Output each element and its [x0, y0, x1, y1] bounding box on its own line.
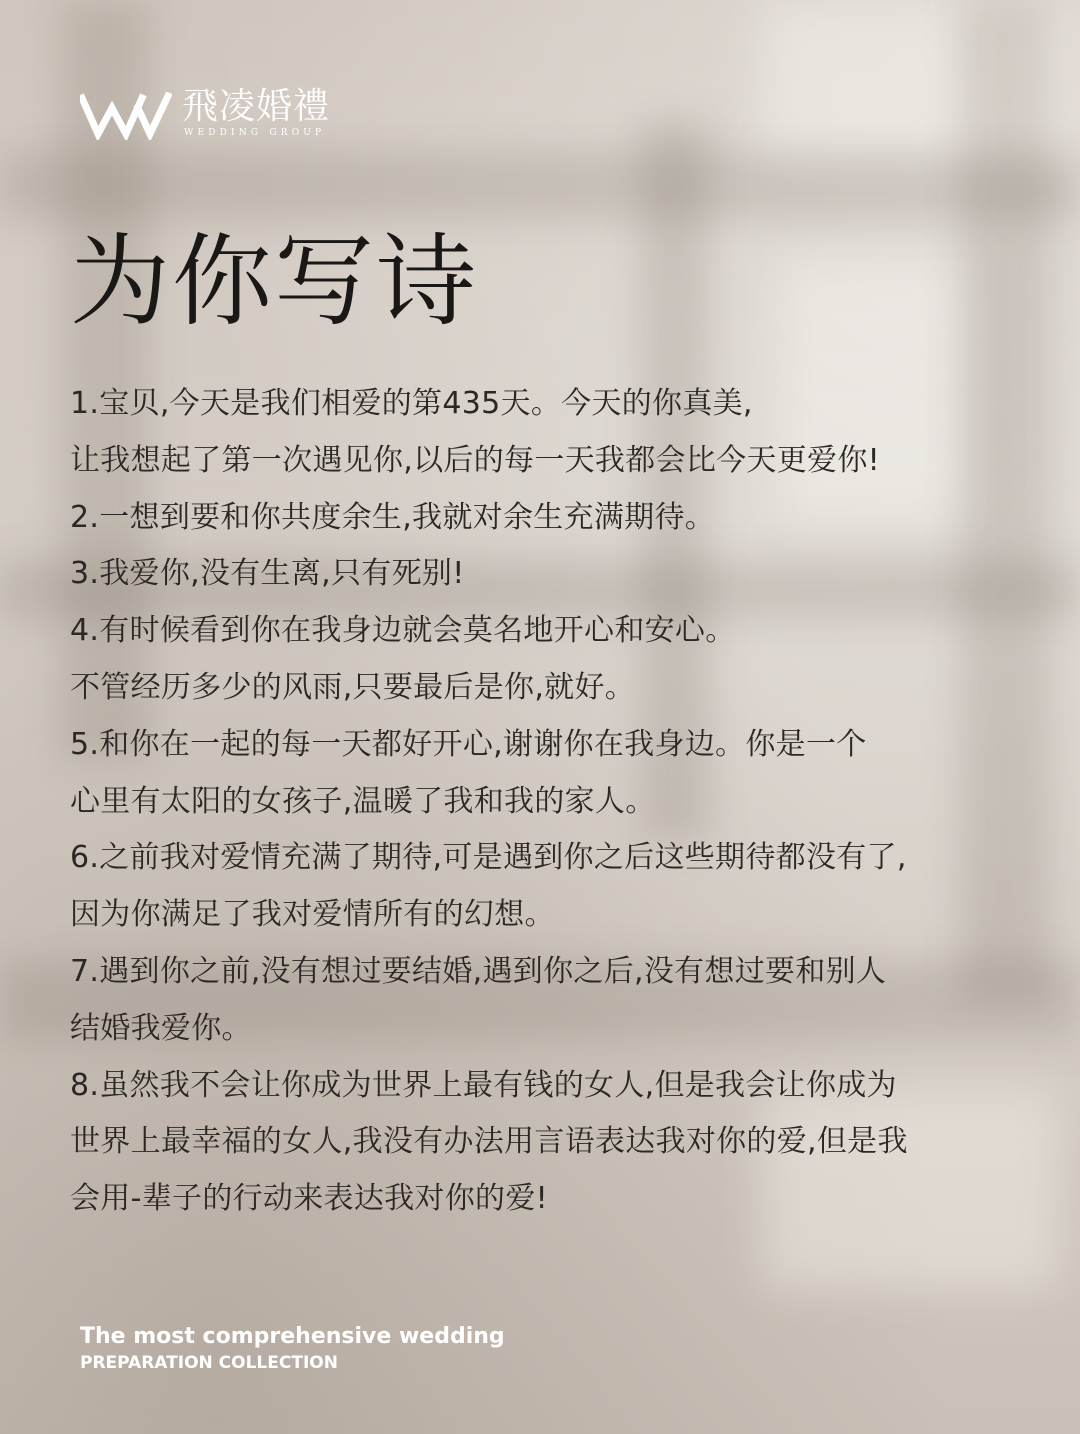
poem-line: 8.虽然我不会让你成为世界上最有钱的女人,但是我会让你成为 — [70, 1067, 897, 1103]
poem-line: 3.我爱你,没有生离,只有死别! — [70, 556, 465, 592]
wv-logo-icon — [80, 92, 172, 140]
poem-line: 会用-辈子的行动来表达我对你的爱! — [70, 1181, 548, 1217]
brand-logo — [80, 86, 350, 146]
brand-name: 飛凌婚禮 — [182, 86, 331, 127]
tagline-line-1: The most comprehensive wedding — [80, 1324, 505, 1349]
poem-line: 世界上最幸福的女人,我没有办法用言语表达我对你的爱,但是我 — [70, 1124, 908, 1160]
poem-list — [70, 376, 1030, 1228]
poem-line: 6.之前我对爱情充满了期待,可是遇到你之后这些期待都没有了, — [70, 840, 907, 876]
poem-line: 心里有太阳的女孩子,温暖了我和我的家人。 — [70, 783, 656, 819]
page-title: 为你写诗 — [70, 223, 478, 340]
shadow-band-top — [0, 150, 1080, 220]
poem-line: 1.宝贝,今天是我们相爱的第435天。今天的你真美, — [70, 386, 753, 421]
poem-line: 4.有时候看到你在我身边就会莫名地开心和安心。 — [70, 613, 736, 649]
tagline-line-2: PREPARATION COLLECTION — [80, 1353, 338, 1373]
footer-tagline — [80, 1322, 505, 1374]
poem-line: 因为你满足了我对爱情所有的幻想。 — [70, 897, 555, 933]
poem-line: 5.和你在一起的每一天都好开心,谢谢你在我身边。你是一个 — [70, 726, 867, 762]
poem-line: 2.一想到要和你共度余生,我就对余生充满期待。 — [70, 499, 716, 535]
poem-line: 结婚我爱你。 — [70, 1010, 252, 1046]
poem-line: 7.遇到你之前,没有想过要结婚,遇到你之后,没有想过要和别人 — [70, 953, 887, 989]
brand-subtitle: WEDDING GROUP — [184, 128, 326, 138]
poem-line: 不管经历多少的风雨,只要最后是你,就好。 — [70, 669, 636, 705]
poem-line: 让我想起了第一次遇见你,以后的每一天我都会比今天更爱你! — [70, 442, 880, 478]
